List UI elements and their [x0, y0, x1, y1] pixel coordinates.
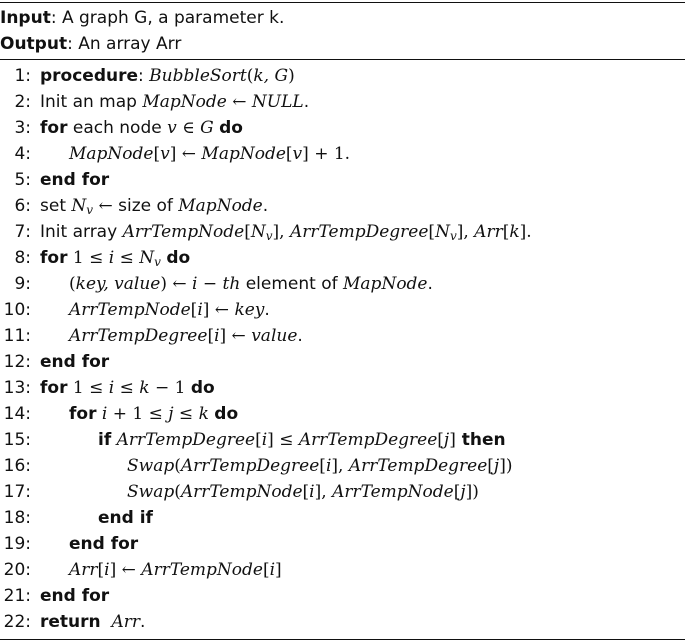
- math-symbol: MapNode: [343, 274, 428, 294]
- math-symbol: i: [269, 560, 276, 580]
- math-symbol: NULL: [251, 92, 304, 112]
- math-symbol: ArrTempDegree: [180, 456, 320, 476]
- math-symbol: i: [101, 404, 108, 424]
- line-number: 19:: [3, 534, 31, 554]
- line-text: .: [264, 300, 270, 320]
- line-text: ],: [331, 456, 349, 476]
- math-symbol: v: [86, 203, 94, 217]
- line-text: .: [297, 326, 303, 346]
- algorithm-line: [0, 557, 685, 583]
- math-symbol: MapNode: [69, 144, 154, 164]
- algorithm-line: [0, 141, 685, 167]
- line-text: (: [174, 482, 181, 502]
- line-content: [40, 115, 243, 141]
- math-symbol: ArrTempDegree: [289, 222, 429, 242]
- line-content: [98, 505, 153, 531]
- algorithm-line: [0, 219, 685, 245]
- algorithm-line: [0, 297, 685, 323]
- math-symbol: j: [443, 430, 450, 450]
- line-text: ∈: [176, 118, 201, 138]
- line-content: [69, 271, 433, 297]
- math-symbol: key, value: [75, 274, 161, 294]
- line-text: + 1 ≤: [107, 404, 169, 424]
- line-text: ≤: [114, 248, 140, 268]
- algorithm-line: [0, 583, 685, 609]
- algorithm-line: [0, 271, 685, 297]
- line-text: size of: [118, 196, 179, 216]
- line-text: ],: [314, 482, 333, 502]
- algorithm-line: [0, 89, 685, 115]
- line-text: ] ←: [219, 326, 252, 346]
- math-symbol: i: [309, 482, 315, 502]
- line-content: [40, 609, 145, 635]
- line-text: set: [40, 196, 72, 216]
- math-symbol: i: [214, 326, 220, 346]
- line-text: ].: [519, 222, 532, 242]
- math-symbol: ArrTempDegree: [69, 326, 208, 346]
- algorithm-line: [0, 531, 685, 557]
- line-text: 1 ≤: [67, 248, 109, 268]
- line-content: [98, 427, 506, 453]
- math-symbol: MapNode: [178, 196, 263, 216]
- line-content: [127, 453, 512, 479]
- keyword: for: [40, 378, 68, 398]
- line-content: [40, 89, 309, 115]
- line-text: [: [285, 144, 293, 164]
- line-text: ] ←: [202, 300, 235, 320]
- line-text: 1 ≤: [67, 378, 109, 398]
- line-text: [: [207, 326, 215, 346]
- line-number: 1:: [14, 66, 31, 86]
- line-text: [: [428, 222, 436, 242]
- line-text: (: [246, 66, 254, 86]
- math-symbol: i: [197, 300, 203, 320]
- keyword: return: [40, 612, 101, 632]
- math-symbol: Arr: [69, 560, 98, 580]
- keyword: end for: [69, 534, 139, 554]
- line-text: [: [437, 430, 444, 450]
- line-text: (: [69, 274, 76, 294]
- math-symbol: i: [108, 248, 115, 268]
- line-text: ] ≤: [267, 430, 299, 450]
- line-text: (: [174, 456, 181, 476]
- line-text: [: [255, 430, 262, 450]
- line-number: 14:: [3, 404, 31, 424]
- line-number: 8:: [14, 248, 31, 268]
- line-text: ] + 1.: [302, 144, 351, 164]
- keyword: end for: [40, 170, 110, 190]
- math-symbol: value: [251, 326, 298, 346]
- keyword: then: [455, 430, 506, 450]
- line-number: 9:: [14, 274, 31, 294]
- math-symbol: ArrTempNode: [122, 222, 245, 242]
- math-symbol: i: [104, 560, 110, 580]
- line-text: ←: [93, 196, 119, 216]
- line-content: [69, 401, 238, 427]
- math-symbol: v: [265, 229, 273, 243]
- line-text: .: [262, 196, 269, 216]
- input-line: [0, 5, 685, 31]
- keyword: for: [40, 118, 68, 138]
- line-text: [: [487, 456, 494, 476]
- algorithm-code: [0, 63, 685, 635]
- math-symbol: k: [509, 222, 520, 242]
- keyword: procedure: [40, 66, 139, 86]
- math-symbol: k: [139, 378, 150, 398]
- math-symbol: v: [449, 229, 457, 243]
- keyword: if: [98, 430, 112, 450]
- line-content: [40, 375, 215, 401]
- math-symbol: i: [261, 430, 268, 450]
- algorithm-line: [0, 453, 685, 479]
- line-number: 11:: [3, 326, 31, 346]
- algorithm-line: [0, 401, 685, 427]
- line-number: 16:: [3, 456, 31, 476]
- line-content: [69, 297, 270, 323]
- line-text: − 1: [149, 378, 191, 398]
- line-text: ) ←: [160, 274, 193, 294]
- line-text: .: [303, 92, 310, 112]
- line-text: element of: [240, 274, 344, 294]
- line-content: [127, 479, 479, 505]
- line-text: ],: [272, 222, 290, 242]
- line-number: 5:: [14, 170, 31, 190]
- algorithm-line: [0, 427, 685, 453]
- line-text: ]): [465, 482, 479, 502]
- math-symbol: G: [200, 118, 214, 138]
- output-label: Output: [0, 34, 68, 54]
- line-number: 17:: [3, 482, 31, 502]
- line-text: ]): [499, 456, 513, 476]
- algorithm-line: [0, 505, 685, 531]
- line-text: [: [302, 482, 310, 502]
- line-number: 18:: [3, 508, 31, 528]
- line-content: [69, 323, 303, 349]
- line-text: .: [427, 274, 433, 294]
- math-symbol: j: [168, 404, 174, 424]
- line-text: .: [139, 612, 146, 632]
- algorithm-line: [0, 375, 685, 401]
- math-symbol: v: [160, 144, 170, 164]
- line-text: −: [197, 274, 223, 294]
- math-symbol: Arr: [111, 612, 140, 632]
- line-text: ≤: [173, 404, 199, 424]
- line-number: 6:: [14, 196, 31, 216]
- line-content: [40, 167, 109, 193]
- math-symbol: ArrTempNode: [141, 560, 263, 580]
- line-text: ],: [456, 222, 475, 242]
- keyword: end for: [40, 586, 110, 606]
- keyword: for: [40, 248, 68, 268]
- math-symbol: v: [292, 144, 303, 164]
- math-symbol: ArrTempNode: [332, 482, 454, 502]
- line-content: [40, 63, 295, 89]
- line-content: [69, 531, 138, 557]
- math-symbol: Swap: [127, 482, 175, 502]
- line-text: [: [319, 456, 326, 476]
- algorithm-box: [0, 2, 685, 640]
- line-text: [: [190, 300, 198, 320]
- line-text: each node: [67, 118, 168, 138]
- line-text: ): [288, 66, 295, 86]
- math-symbol: v: [167, 118, 177, 138]
- line-text: ]: [275, 560, 282, 580]
- line-text: [: [453, 482, 461, 502]
- algorithm-line: [0, 167, 685, 193]
- math-symbol: key: [234, 300, 265, 320]
- line-number: 12:: [3, 352, 31, 372]
- line-text: ]: [449, 430, 456, 450]
- output-line: [0, 31, 685, 57]
- math-symbol: j: [493, 456, 500, 476]
- line-content: [69, 141, 350, 167]
- math-symbol: BubbleSort: [149, 66, 247, 86]
- line-text: ←: [226, 92, 252, 112]
- math-symbol: Arr: [474, 222, 503, 242]
- line-number: 3:: [14, 118, 31, 138]
- io-separator: [0, 59, 685, 60]
- math-symbol: ArrTempNode: [69, 300, 191, 320]
- math-symbol: th: [222, 274, 241, 294]
- line-text: :: [138, 66, 150, 86]
- line-number: 20:: [3, 560, 31, 580]
- input-label: Input: [0, 8, 51, 28]
- math-symbol: k, G: [253, 66, 289, 86]
- line-text: [: [502, 222, 510, 242]
- line-content: [69, 557, 282, 583]
- algorithm-line: [0, 63, 685, 89]
- line-content: [40, 583, 109, 609]
- line-text: [: [153, 144, 161, 164]
- keyword: do: [214, 404, 239, 424]
- algorithm-line: [0, 479, 685, 505]
- line-text: ≤: [114, 378, 140, 398]
- math-symbol: k: [198, 404, 209, 424]
- line-text: [101, 612, 112, 632]
- algorithm-line: [0, 349, 685, 375]
- input-text: : A graph G, a parameter k.: [50, 8, 285, 28]
- keyword: do: [190, 378, 215, 398]
- algorithm-line: [0, 323, 685, 349]
- line-number: 2:: [14, 92, 31, 112]
- math-symbol: N: [139, 248, 155, 268]
- line-text: Init array: [40, 222, 123, 242]
- line-number: 13:: [3, 378, 31, 398]
- algorithm-line: [0, 245, 685, 271]
- line-text: [: [262, 560, 270, 580]
- line-number: 10:: [3, 300, 31, 320]
- math-symbol: ArrTempDegree: [348, 456, 488, 476]
- math-symbol: N: [435, 222, 450, 242]
- algorithm-line: [0, 609, 685, 635]
- line-number: 22:: [3, 612, 31, 632]
- math-symbol: ArrTempDegree: [116, 430, 256, 450]
- line-number: 21:: [3, 586, 31, 606]
- algorithm-line: [0, 193, 685, 219]
- keyword: end if: [98, 508, 153, 528]
- line-text: ] ←: [169, 144, 202, 164]
- output-text: : An array Arr: [67, 34, 182, 54]
- keyword: for: [69, 404, 97, 424]
- keyword: do: [219, 118, 243, 138]
- line-number: 15:: [3, 430, 31, 450]
- math-symbol: i: [192, 274, 198, 294]
- math-symbol: N: [71, 196, 87, 216]
- math-symbol: i: [325, 456, 332, 476]
- line-text: ] ←: [109, 560, 142, 580]
- line-text: Init an map: [40, 92, 143, 112]
- math-symbol: MapNode: [142, 92, 227, 112]
- math-symbol: N: [250, 222, 266, 242]
- line-number: 7:: [14, 222, 31, 242]
- math-symbol: ArrTempNode: [180, 482, 303, 502]
- math-symbol: i: [108, 378, 115, 398]
- keyword: do: [166, 248, 191, 268]
- algorithm-line: [0, 115, 685, 141]
- line-content: [40, 349, 109, 375]
- line-text: [: [244, 222, 251, 242]
- math-symbol: j: [460, 482, 466, 502]
- math-symbol: v: [154, 255, 161, 269]
- line-number: 4:: [14, 144, 31, 164]
- math-symbol: ArrTempDegree: [298, 430, 438, 450]
- keyword: end for: [40, 352, 110, 372]
- line-text: [: [97, 560, 105, 580]
- math-symbol: MapNode: [201, 144, 286, 164]
- math-symbol: Swap: [127, 456, 175, 476]
